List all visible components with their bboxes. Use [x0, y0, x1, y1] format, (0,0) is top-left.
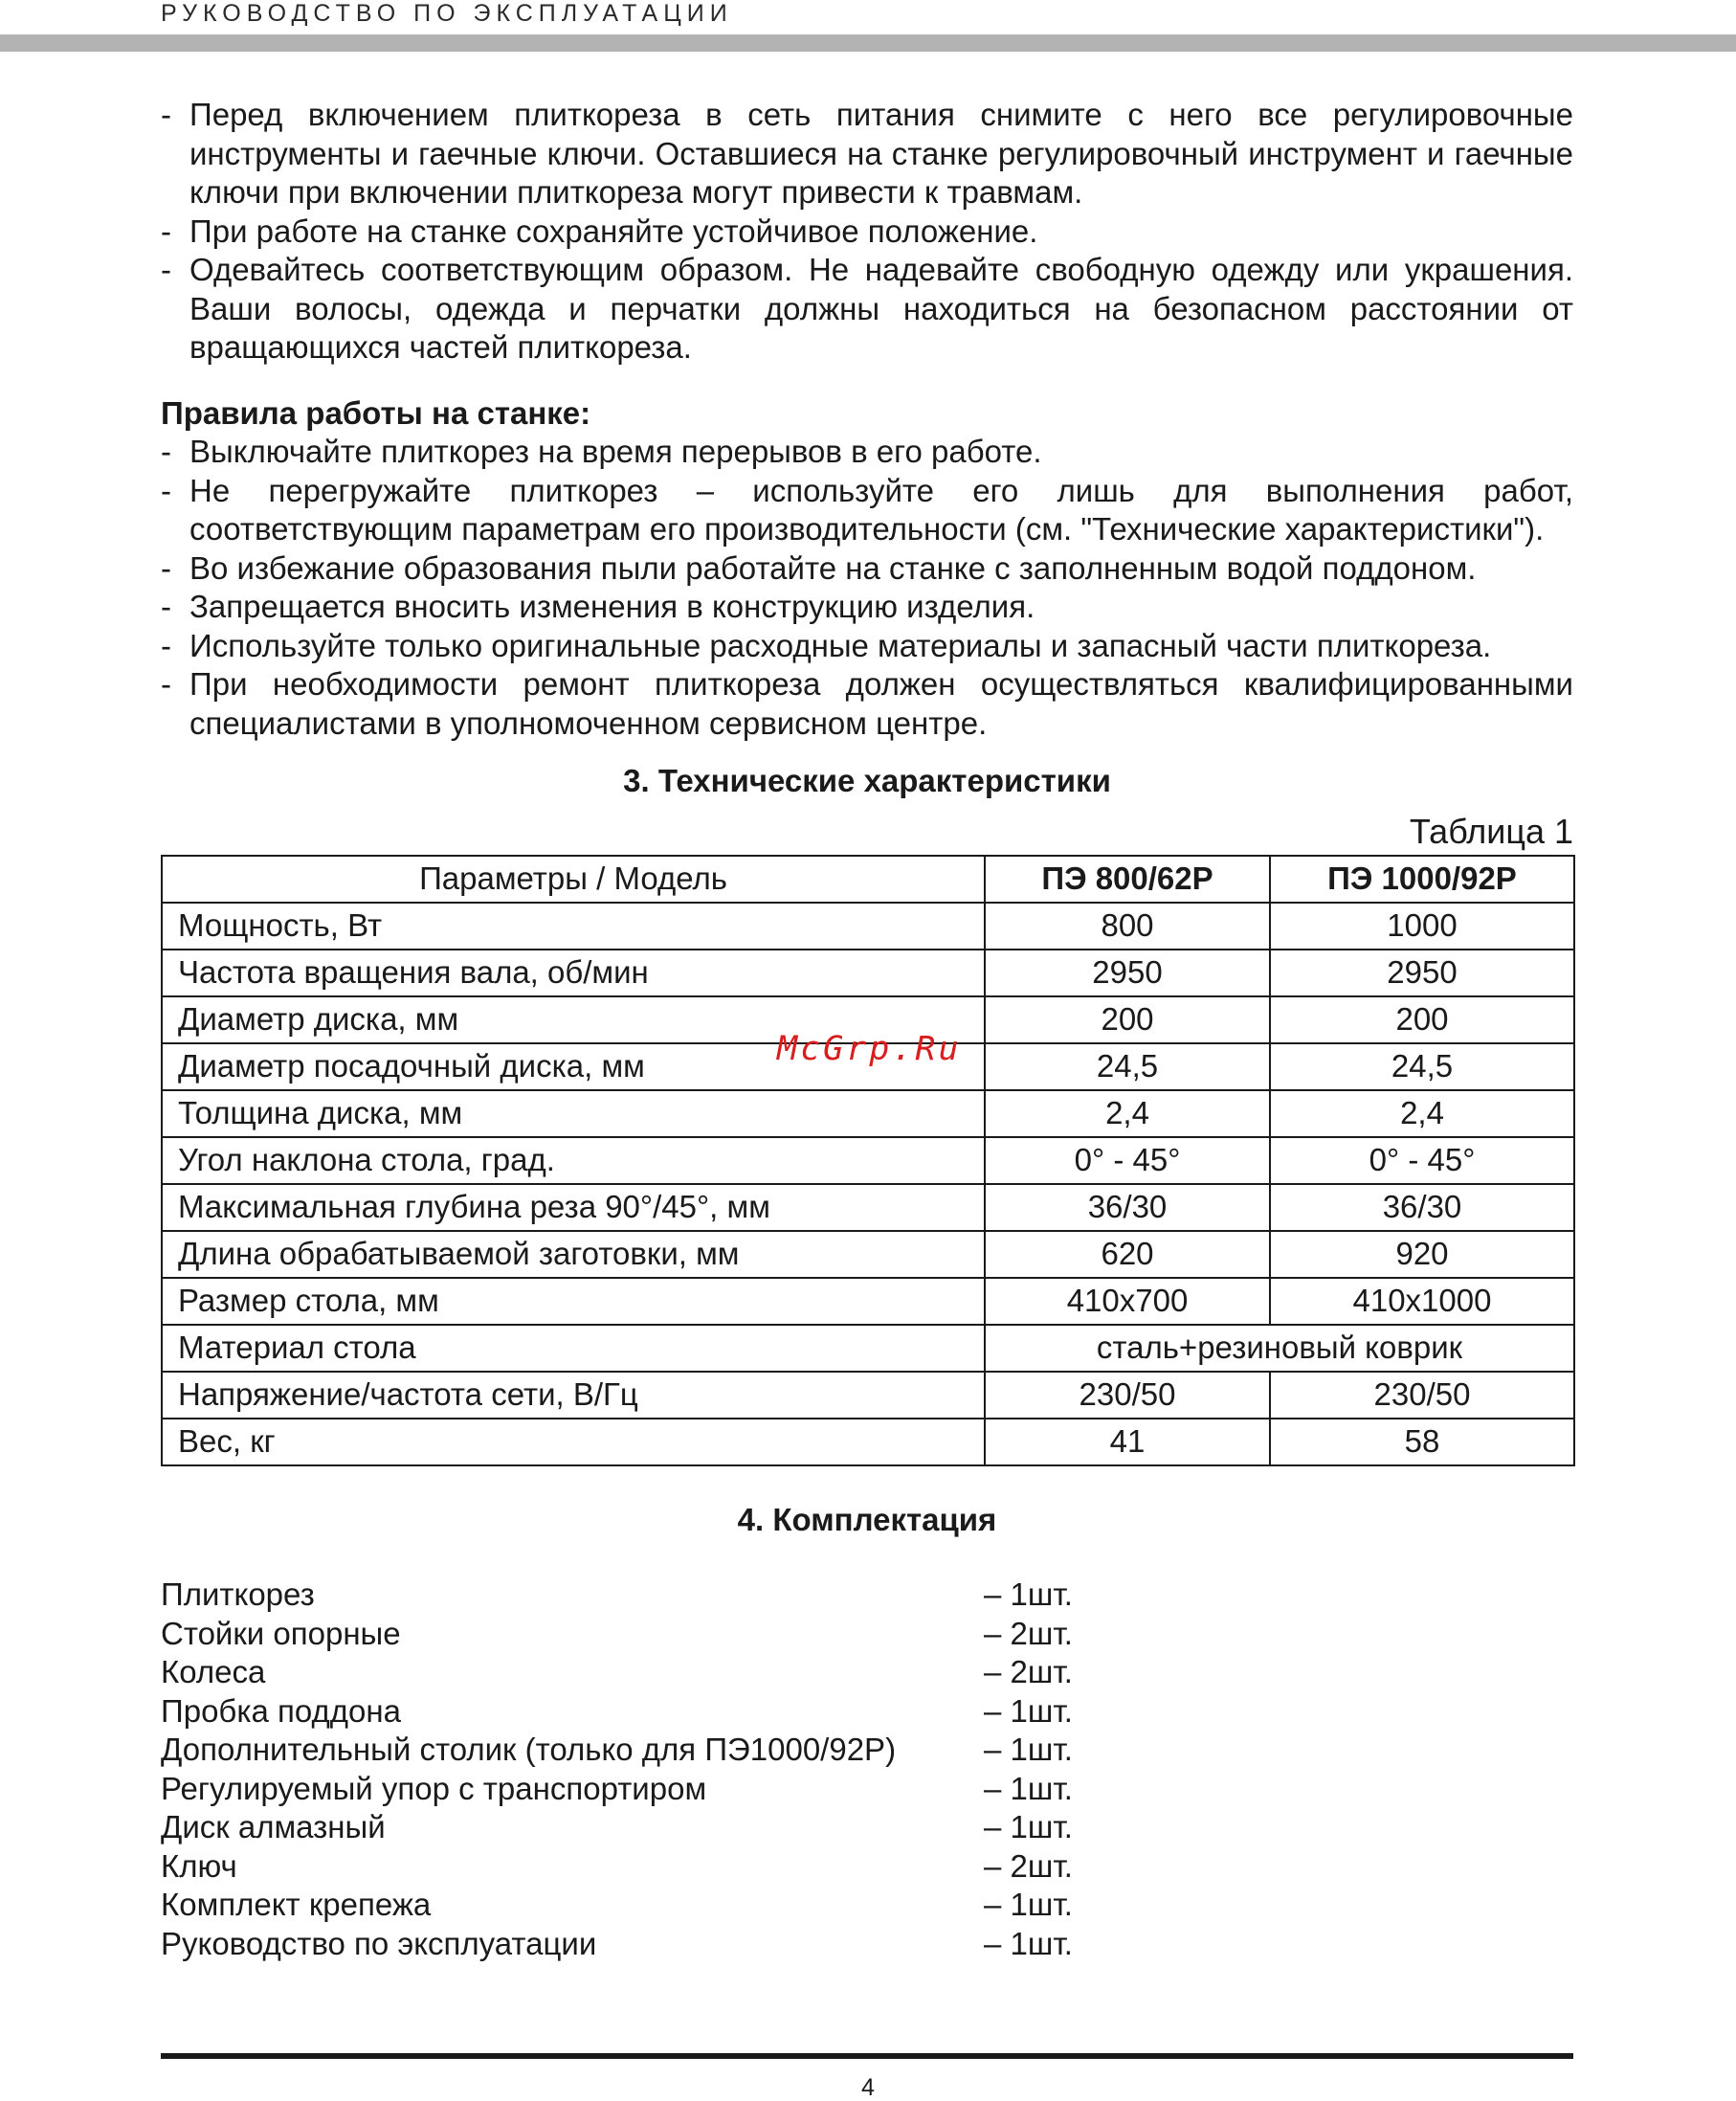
value-cell: 410х700 — [985, 1278, 1270, 1325]
rule-list-item: - При необходимости ремонт плиткореза должен осуществляться квалифицированными специалистами в уполномоченном сервисном центре. — [161, 665, 1573, 743]
value-cell: 200 — [985, 996, 1270, 1043]
param-cell: Максимальная глубина реза 90°/45°, мм — [162, 1184, 985, 1231]
rules-list — [161, 433, 1573, 743]
value-cell: 2,4 — [1270, 1090, 1574, 1137]
intro-list-item: - При работе на станке сохраняйте устойчивое положение. — [161, 212, 1573, 252]
param-cell: Размер стола, мм — [162, 1278, 985, 1325]
kit-item — [161, 1886, 1573, 1925]
kit-item — [161, 1692, 1573, 1732]
value-cell: 2,4 — [985, 1090, 1270, 1137]
table-row — [162, 1137, 1574, 1184]
value-cell: 2950 — [1270, 950, 1574, 996]
value-cell: 58 — [1270, 1419, 1574, 1465]
kit-item-qty: – 1шт. — [984, 1809, 1073, 1844]
kit-item-name: Стойки опорные — [161, 1615, 401, 1651]
kit-item-name: Диск алмазный — [161, 1809, 386, 1844]
kit-item-name: Колеса — [161, 1654, 266, 1689]
kit-item — [161, 1615, 1573, 1654]
param-cell: Частота вращения вала, об/мин — [162, 950, 985, 996]
kit-item-qty: – 2шт. — [984, 1847, 1073, 1884]
value-cell: 2950 — [985, 950, 1270, 996]
value-cell: 36/30 — [1270, 1184, 1574, 1231]
kit-item — [161, 1847, 1573, 1887]
value-cell: 800 — [985, 903, 1270, 950]
kit-item — [161, 1653, 1573, 1692]
table-row — [162, 1325, 1574, 1372]
rule-list-item: - Выключайте плиткорез на время перерывов в его работе. — [161, 433, 1573, 472]
value-cell: 1000 — [1270, 903, 1574, 950]
kit-item-name: Дополнительный столик (только для ПЭ1000/92Р) — [161, 1732, 897, 1767]
footer-rule — [161, 2053, 1573, 2059]
table-row — [162, 1419, 1574, 1465]
running-header: РУКОВОДСТВО ПО ЭКСПЛУАТАЦИИ — [161, 0, 733, 27]
kit-item-qty: – 1шт. — [984, 1925, 1073, 1961]
table-row — [162, 950, 1574, 996]
kit-item-name: Регулируемый упор с транспортиром — [161, 1770, 707, 1806]
page-number: 4 — [861, 2074, 875, 2101]
value-cell: сталь+резиновый коврик — [985, 1325, 1574, 1372]
param-cell: Материал стола — [162, 1325, 985, 1372]
rule-list-item: - Запрещается вносить изменения в конструкцию изделия. — [161, 588, 1573, 627]
table-row — [162, 1278, 1574, 1325]
kit-title: 4. Комплектация — [737, 1501, 997, 1537]
kit-item-name: Ключ — [161, 1847, 237, 1884]
header-model-2: ПЭ 1000/92Р — [1270, 856, 1574, 903]
rule-list-item: - Не перегружайте плиткорез – используйте его лишь для выполнения работ, соответствующим параметрам его производительности (см. "Технические характеристики"). — [161, 472, 1573, 549]
kit-item — [161, 1731, 1573, 1770]
kit-item — [161, 1925, 1573, 1964]
param-cell: Напряжение/частота сети, В/Гц — [162, 1372, 985, 1419]
kit-item-name: Руководство по эксплуатации — [161, 1925, 597, 1961]
kit-item — [161, 1576, 1573, 1615]
kit-item-name: Пробка поддона — [161, 1692, 401, 1729]
kit-item-name: Плиткорез — [161, 1576, 315, 1612]
specs-table-body — [162, 903, 1574, 1465]
param-cell: Мощность, Вт — [162, 903, 985, 950]
rule-list-item: - Во избежание образования пыли работайте на станке с заполненным водой поддоном. — [161, 549, 1573, 589]
value-cell: 24,5 — [985, 1043, 1270, 1090]
table-header-row — [162, 856, 1574, 903]
table-caption: Таблица 1 — [1409, 811, 1573, 851]
table-row — [162, 1184, 1574, 1231]
param-cell: Диаметр диска, мм — [162, 996, 985, 1043]
header-model-1: ПЭ 800/62Р — [985, 856, 1270, 903]
kit-item — [161, 1808, 1573, 1847]
table-row — [162, 903, 1574, 950]
kit-item-qty: – 1шт. — [984, 1692, 1073, 1729]
value-cell: 230/50 — [985, 1372, 1270, 1419]
param-cell: Вес, кг — [162, 1419, 985, 1465]
table-row — [162, 1372, 1574, 1419]
table-row — [162, 1090, 1574, 1137]
kit-item — [161, 1770, 1573, 1809]
value-cell: 0° - 45° — [985, 1137, 1270, 1184]
value-cell: 230/50 — [1270, 1372, 1574, 1419]
value-cell: 620 — [985, 1231, 1270, 1278]
intro-list — [161, 96, 1573, 368]
rule-list-item: - Используйте только оригинальные расходные материалы и запасный части плиткореза. — [161, 627, 1573, 666]
value-cell: 24,5 — [1270, 1043, 1574, 1090]
kit-item-qty: – 1шт. — [984, 1732, 1073, 1767]
intro-list-item: - Перед включением плиткореза в сеть питания снимите с него все регулировочные инструменты и гаечные ключи. Оставшиеся на станке регулировочный инструмент и гаечные ключи при включении плиткореза могут привести к травмам. — [161, 96, 1573, 212]
table-row — [162, 1231, 1574, 1278]
param-cell: Угол наклона стола, град. — [162, 1137, 985, 1184]
watermark: McGrp.Ru — [777, 1030, 962, 1068]
kit-item-qty: – 1шт. — [984, 1576, 1073, 1612]
kit-item-qty: – 1шт. — [984, 1770, 1073, 1806]
value-cell: 920 — [1270, 1231, 1574, 1278]
kit-item-name: Комплект крепежа — [161, 1887, 432, 1922]
specs-table — [161, 855, 1575, 1466]
intro-list-item: - Одевайтесь соответствующим образом. Не надевайте свободную одежду или украшения. Ваши волосы, одежда и перчатки должны находиться на безопасном расстоянии от вращающихся частей плиткореза. — [161, 251, 1573, 368]
value-cell: 200 — [1270, 996, 1574, 1043]
param-cell: Толщина диска, мм — [162, 1090, 985, 1137]
value-cell: 410х1000 — [1270, 1278, 1574, 1325]
value-cell: 36/30 — [985, 1184, 1270, 1231]
kit-item-qty: – 1шт. — [984, 1887, 1073, 1922]
specs-title: 3. Технические характеристики — [623, 763, 1111, 798]
header-bar — [0, 34, 1736, 52]
param-cell: Длина обрабатываемой заготовки, мм — [162, 1231, 985, 1278]
kit-item-qty: – 2шт. — [984, 1615, 1073, 1651]
header-params: Параметры / Модель — [162, 856, 985, 903]
value-cell: 0° - 45° — [1270, 1137, 1574, 1184]
kit-item-qty: – 2шт. — [984, 1654, 1073, 1689]
value-cell: 41 — [985, 1419, 1270, 1465]
kit-list — [161, 1576, 1573, 1963]
rules-heading: Правила работы на станке: — [161, 394, 591, 431]
param-cell: Диаметр посадочный диска, мм — [162, 1043, 985, 1090]
